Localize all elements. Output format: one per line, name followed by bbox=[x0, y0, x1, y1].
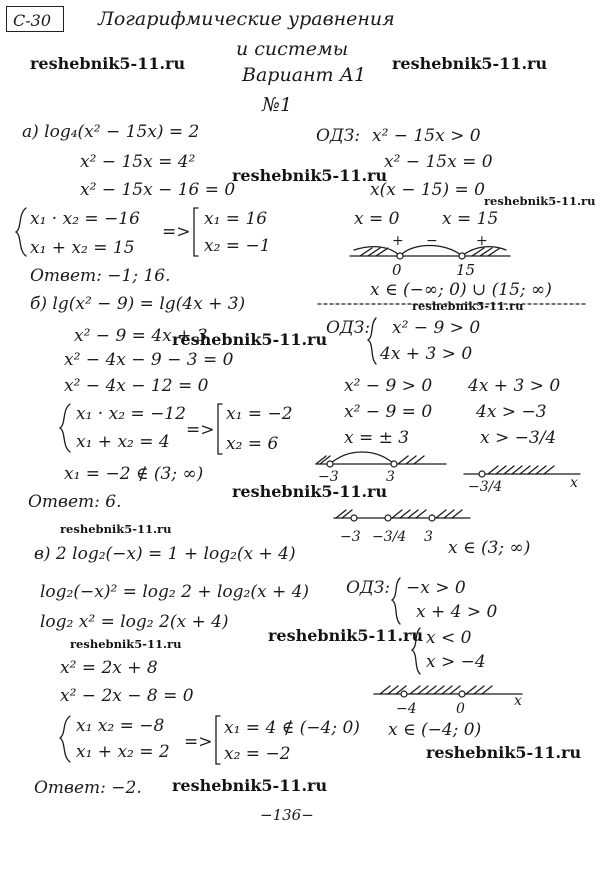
part-a-odz3: x(x − 15) = 0 bbox=[370, 180, 485, 200]
part-b-domain: x ∈ (3; ∞) bbox=[448, 538, 531, 558]
watermark: reshebnik5-11.ru bbox=[172, 776, 328, 795]
part-a-axis-zero: 0 bbox=[392, 261, 402, 279]
part-b-system-eq1: x₁ · x₂ = −12 bbox=[76, 404, 186, 424]
part-a-odz2: x² − 15x = 0 bbox=[384, 152, 493, 172]
part-b-axis-minus3: −3 bbox=[318, 469, 339, 485]
part-c-answer: Ответ: −2. bbox=[34, 778, 142, 798]
part-b-axis-c-minus-three-quarters: −3/4 bbox=[372, 529, 407, 545]
part-c-implies-arrow: => bbox=[184, 732, 213, 752]
part-a-system-eq1: x₁ · x₂ = −16 bbox=[30, 209, 140, 229]
part-c-odz2: x + 4 > 0 bbox=[416, 602, 498, 622]
part-a-step2: x² − 15x − 16 = 0 bbox=[80, 180, 236, 200]
watermark: reshebnik5-11.ru bbox=[392, 54, 548, 73]
page-title: Логарифмические уравнения bbox=[98, 8, 395, 30]
part-b-odz-label: ОДЗ: bbox=[326, 318, 371, 338]
part-b-cond2-c: x > −3/4 bbox=[480, 428, 557, 448]
part-c-axis-zero: 0 bbox=[456, 701, 465, 717]
exercise-number: №1 bbox=[262, 94, 293, 116]
part-b-step2: x² − 4x − 9 − 3 = 0 bbox=[64, 350, 234, 370]
part-a-sign-minus: − bbox=[426, 233, 438, 249]
part-b-rejected-root: x₁ = −2 ∉ (3; ∞) bbox=[64, 464, 204, 484]
page-title-line2: и системы bbox=[236, 38, 349, 60]
part-a-odz-label: ОДЗ: bbox=[316, 126, 361, 146]
page-number: −136− bbox=[260, 806, 314, 824]
part-a-equation: а) log₄(x² − 15x) = 2 bbox=[22, 122, 200, 142]
part-a-domain: x ∈ (−∞; 0) ∪ (15; ∞) bbox=[370, 280, 552, 300]
part-b-odz1: x² − 9 > 0 bbox=[392, 318, 481, 338]
part-a-sign-plus: + bbox=[476, 233, 488, 249]
part-c-root1: x₁ = 4 ∉ (−4; 0) bbox=[224, 718, 360, 738]
part-a-axis-fifteen: 15 bbox=[456, 261, 476, 279]
watermark: reshebnik5-11.ru bbox=[60, 522, 172, 536]
part-a-system-eq2: x₁ + x₂ = 15 bbox=[30, 238, 135, 258]
part-b-cond1-c: x = ± 3 bbox=[344, 428, 410, 448]
part-c-system-eq2: x₁ + x₂ = 2 bbox=[76, 742, 170, 762]
part-b-equation: б) lg(x² − 9) = lg(4x + 3) bbox=[30, 294, 246, 314]
part-c-system-eq1: x₁ x₂ = −8 bbox=[76, 716, 165, 736]
part-c-odz-label: ОДЗ: bbox=[346, 578, 391, 598]
part-c-odz1: −x > 0 bbox=[406, 578, 466, 598]
part-b-implies-arrow: => bbox=[186, 420, 215, 440]
variant-label: Вариант А1 bbox=[242, 64, 367, 86]
part-a-root-zero: x = 0 bbox=[354, 209, 400, 229]
part-b-system-eq2: x₁ + x₂ = 4 bbox=[76, 432, 170, 452]
part-b-axis-3: 3 bbox=[386, 469, 395, 485]
part-b-axis-c-minus3: −3 bbox=[340, 529, 361, 545]
watermark: reshebnik5-11.ru bbox=[232, 166, 388, 185]
part-b-axis-c-3: 3 bbox=[424, 529, 433, 545]
watermark: reshebnik5-11.ru bbox=[412, 299, 524, 313]
part-a-sign-plus: + bbox=[392, 233, 404, 249]
part-b-cond1-a: x² − 9 > 0 bbox=[344, 376, 433, 396]
part-a-root-fifteen: x = 15 bbox=[442, 209, 499, 229]
part-b-axis-x: x bbox=[570, 475, 578, 491]
part-b-answer: Ответ: 6. bbox=[28, 492, 122, 512]
part-c-step2: log₂ x² = log₂ 2(x + 4) bbox=[40, 612, 229, 632]
part-b-axis-minus-three-quarters: −3/4 bbox=[468, 479, 503, 495]
part-c-step3: x² = 2x + 8 bbox=[60, 658, 158, 678]
section-code: C-30 bbox=[13, 11, 52, 30]
watermark: reshebnik5-11.ru bbox=[172, 330, 328, 349]
part-c-domain: x ∈ (−4; 0) bbox=[388, 720, 482, 740]
part-b-cond2-a: 4x + 3 > 0 bbox=[468, 376, 561, 396]
part-a-answer: Ответ: −1; 16. bbox=[30, 266, 171, 286]
watermark: reshebnik5-11.ru bbox=[30, 54, 186, 73]
part-c-step4: x² − 2x − 8 = 0 bbox=[60, 686, 194, 706]
part-b-root1: x₁ = −2 bbox=[226, 404, 293, 424]
part-c-equation: в) 2 log₂(−x) = 1 + log₂(x + 4) bbox=[34, 544, 296, 564]
part-a-root2: x₂ = −1 bbox=[204, 236, 271, 256]
part-a-step1: x² − 15x = 4² bbox=[80, 152, 196, 172]
part-c-step1: log₂(−x)² = log₂ 2 + log₂(x + 4) bbox=[40, 582, 310, 602]
part-c-root2: x₂ = −2 bbox=[224, 744, 291, 764]
part-a-odz1: x² − 15x > 0 bbox=[372, 126, 481, 146]
part-b-odz2: 4x + 3 > 0 bbox=[380, 344, 473, 364]
part-b-root2: x₂ = 6 bbox=[226, 434, 279, 454]
part-b-cond1-b: x² − 9 = 0 bbox=[344, 402, 433, 422]
part-b-step1: x² − 9 = 4x + 3 bbox=[74, 326, 208, 346]
part-c-axis-x: x bbox=[514, 693, 522, 709]
watermark: reshebnik5-11.ru bbox=[268, 626, 424, 645]
watermark: reshebnik5-11.ru bbox=[484, 194, 596, 208]
watermark: reshebnik5-11.ru bbox=[232, 482, 388, 501]
part-a-implies-arrow: => bbox=[162, 222, 191, 242]
part-c-axis-minus4: −4 bbox=[396, 701, 417, 717]
part-a-root1: x₁ = 16 bbox=[204, 209, 268, 229]
part-c-odz4: x > −4 bbox=[426, 652, 486, 672]
watermark: reshebnik5-11.ru bbox=[70, 637, 182, 651]
watermark: reshebnik5-11.ru bbox=[426, 743, 582, 762]
part-c-odz3: x < 0 bbox=[426, 628, 472, 648]
part-b-cond2-b: 4x > −3 bbox=[476, 402, 547, 422]
part-b-step3: x² − 4x − 12 = 0 bbox=[64, 376, 209, 396]
